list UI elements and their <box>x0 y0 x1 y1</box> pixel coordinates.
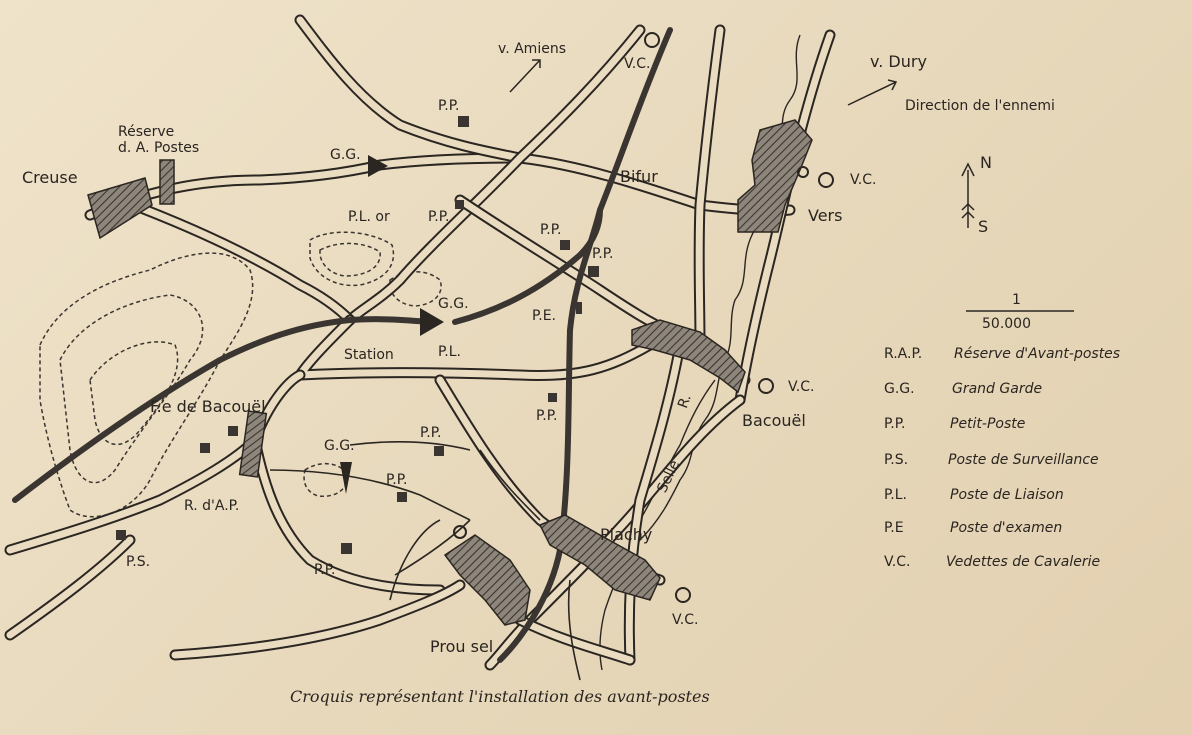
pp-label: P.P. <box>428 209 450 225</box>
legend-code: P.L. <box>884 487 907 503</box>
pp-label: P.P. <box>386 472 408 488</box>
pp-label: P.P. <box>438 98 460 114</box>
vc-marker <box>645 33 659 47</box>
legend-code: P.E <box>884 520 904 536</box>
legend-label: Réserve d'Avant-postes <box>954 346 1121 362</box>
pl-label: P.L. <box>438 344 461 360</box>
place-vers: Vers <box>808 206 843 225</box>
place-prouzel: Prou sel <box>430 637 494 656</box>
ps-marker <box>116 530 126 540</box>
pe-label: P.E. <box>532 308 557 324</box>
pp-marker <box>455 200 464 209</box>
direction-arrows <box>510 60 896 105</box>
legend <box>884 346 1120 570</box>
pe-marker <box>576 302 582 314</box>
village-creuse <box>88 178 152 238</box>
vc-label: V.C. <box>624 56 651 72</box>
label-north: N <box>980 153 992 172</box>
vc-marker <box>819 173 833 187</box>
legend-label: Petit-Poste <box>950 416 1026 432</box>
gg-label-north: G.G. <box>330 147 361 163</box>
compass <box>962 164 974 228</box>
gg-label-south: G.G. <box>324 438 355 454</box>
pp-marker <box>200 443 210 453</box>
pp-marker <box>228 426 238 436</box>
forest-bacouel <box>40 253 253 517</box>
vc-label: V.C. <box>788 379 815 395</box>
place-bifur: Bifur <box>620 167 658 186</box>
reserve-top-label: Réserve <box>118 124 175 140</box>
railway <box>15 30 670 660</box>
pp-marker <box>548 393 557 402</box>
legend-label: Grand Garde <box>952 381 1043 397</box>
pp-label: P.P. <box>592 246 614 262</box>
legend-code: P.P. <box>884 416 906 432</box>
pp-label: P.P. <box>420 425 442 441</box>
vc-marker <box>676 588 690 602</box>
pp-marker <box>397 492 407 502</box>
place-creuse: Creuse <box>22 168 78 187</box>
vc-label: V.C. <box>850 172 877 188</box>
rap-bottom-label: R. d'A.P. <box>184 498 240 514</box>
reserve-top-label-2: d. A. Postes <box>118 140 200 156</box>
label-dury: v. Dury <box>870 52 927 71</box>
legend-code: R.A.P. <box>884 346 923 362</box>
pp-marker <box>560 240 570 250</box>
river-selle-label: Selle <box>654 457 684 496</box>
scale-denominator: 50.000 <box>982 316 1031 332</box>
legend-code: P.S. <box>884 452 909 468</box>
pp-marker <box>588 266 599 277</box>
legend-label: Poste de Surveillance <box>948 452 1099 468</box>
arrow-dury <box>848 82 896 105</box>
village-bacouel <box>632 320 745 392</box>
legend-label: Poste de Liaison <box>950 487 1064 503</box>
gg-marker-centre <box>420 308 444 336</box>
label-enemy: Direction de l'ennemi <box>905 98 1055 114</box>
reserve-top-block <box>160 160 174 204</box>
legend-code: G.G. <box>884 381 915 397</box>
scale-numerator: 1 <box>1012 292 1021 308</box>
pl-or-label: P.L. or <box>348 209 390 225</box>
label-south: S <box>978 217 989 236</box>
ps-label: P.S. <box>126 554 151 570</box>
arrow-amiens <box>510 60 540 92</box>
gg-label-centre: G.G. <box>438 296 469 312</box>
river-r-label: R. <box>675 392 695 411</box>
place-station: Station <box>344 347 394 363</box>
place-bacouel-farm: F.e de Bacouël <box>150 397 266 416</box>
vc-label: V.C. <box>672 612 699 628</box>
pp-marker <box>458 116 469 127</box>
gg-marker-north <box>368 155 388 177</box>
legend-code: V.C. <box>884 554 911 570</box>
label-amiens: v. Amiens <box>498 41 566 57</box>
pp-label: P.P. <box>540 222 562 238</box>
pp-marker <box>434 446 444 456</box>
vc-marker <box>759 379 773 393</box>
pp-label: P.P. <box>536 408 558 424</box>
pp-label: P.P. <box>314 562 336 578</box>
place-bacouel: Bacouël <box>742 411 806 430</box>
map-caption: Croquis représentant l'installation des avant-postes <box>290 687 710 706</box>
pp-marker <box>341 543 352 554</box>
legend-label: Vedettes de Cavalerie <box>946 554 1101 570</box>
legend-label: Poste d'examen <box>950 520 1063 536</box>
place-plachy: Plachy <box>600 525 653 544</box>
